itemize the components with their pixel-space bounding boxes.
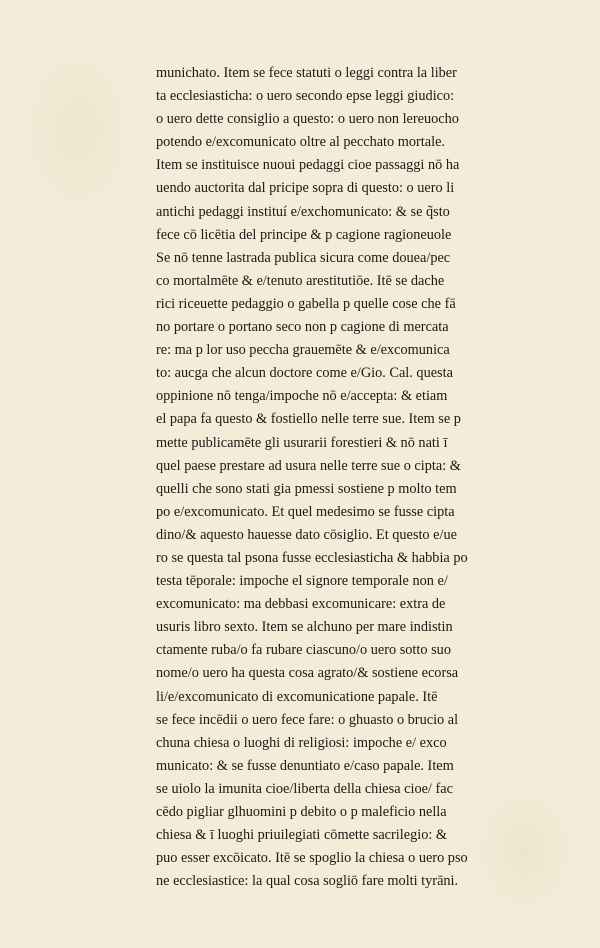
text-line: o uero dette consiglio a questo: o uero non lereuocho xyxy=(156,111,459,128)
text-line: li/e/excomunicato di excomunicatione papale. Itē xyxy=(156,688,438,705)
text-line: quelli che sono stati gia pmessi sostiene p molto tem xyxy=(156,480,457,497)
paper-stain xyxy=(18,40,138,220)
text-line: usuris libro sexto. Item se alchuno per mare indistin xyxy=(156,619,453,636)
text-line: munichato. Item se fece statuti o leggi contra la liber xyxy=(156,65,457,81)
text-line: quel paese prestare ad usura nelle terre sue o cipta: & xyxy=(156,457,461,474)
text-line: no portare o portano seco non p cagione di mercata xyxy=(156,319,449,336)
text-line: fece cō licētia del principe & p cagione ragioneuole xyxy=(156,226,452,243)
text-line: rici riceuette pedaggio o gabella p quelle cose che fā xyxy=(156,295,456,312)
text-line: se uiolo la imunita cioe/liberta della chiesa cioe/ fac xyxy=(156,780,453,797)
text-line: nome/o uero ha questa cosa agrato/& sostiene ecorsa xyxy=(156,665,459,682)
text-line: se fece incēdii o uero fece fare: o ghuasto o brucio al xyxy=(156,711,459,728)
text-line: ta ecclesiasticha: o uero secondo epse leggi giudico: xyxy=(156,88,455,105)
text-line: municato: & se fusse denuntiato e/caso papale. Item xyxy=(156,757,454,774)
text-line: puo esser excōicato. Itē se spoglio la chiesa o uero pso xyxy=(156,850,468,867)
text-line: cēdo pigliar glhuomini p debito o p maleficio nella xyxy=(156,804,447,820)
text-line: Se nō tenne lastrada publica sicura come douea/pec xyxy=(156,249,451,266)
text-block xyxy=(156,62,560,893)
text-line: ro se questa tal psona fusse ecclesiasticha & habbia po xyxy=(156,549,468,566)
text-line: co mortalmēte & e/tenuto arestitutiōe. Itē se dache xyxy=(156,272,445,289)
text-line: po e/excomunicato. Et quel medesimo se fusse cipta xyxy=(156,503,455,520)
text-line: uendo auctorita dal pricipe sopra di questo: o uero li xyxy=(156,180,455,197)
text-line: re: ma p lor uso peccha grauemēte & e/excomunica xyxy=(156,342,450,359)
text-line: Item se instituisce nuoui pedaggi cioe passaggi nō ha xyxy=(156,157,460,174)
text-line: ctamente ruba/o fa rubare ciascuno/o uero sotto suo xyxy=(156,642,451,659)
text-line: antichi pedaggi instituí e/exchomunicato: & se q̃sto xyxy=(156,203,450,220)
text-line: excomunicato: ma debbasi excomunicare: extra de xyxy=(156,596,446,613)
text-line: ne ecclesiastice: la qual cosa sogliō fare molti tyrāni. xyxy=(156,873,459,890)
text-line: el papa fa questo & fostiello nelle terre sue. Item se p xyxy=(156,411,461,428)
text-line: oppinione nō tenga/impoche nō e/accepta: & etiam xyxy=(156,388,448,405)
text-line: to: aucga che alcun doctore come e/Gio. Cal. questa xyxy=(156,365,453,382)
text-line: chiesa & ī luoghi priuilegiati cōmette sacrilegio: & xyxy=(156,827,448,844)
text-line: mette publicamēte gli usurarii forestieri & nō nati ī xyxy=(156,434,448,451)
text-line: testa tēporale: impoche el signore temporale non e/ xyxy=(156,573,448,590)
text-line: dino/& aquesto hauesse dato cōsiglio. Et questo e/ue xyxy=(156,526,457,543)
text-line: potendo e/excomunicato oltre al pecchato mortale. xyxy=(156,134,445,151)
text-line: chuna chiesa o luoghi di religiosi: impoche e/ exco xyxy=(156,734,447,751)
